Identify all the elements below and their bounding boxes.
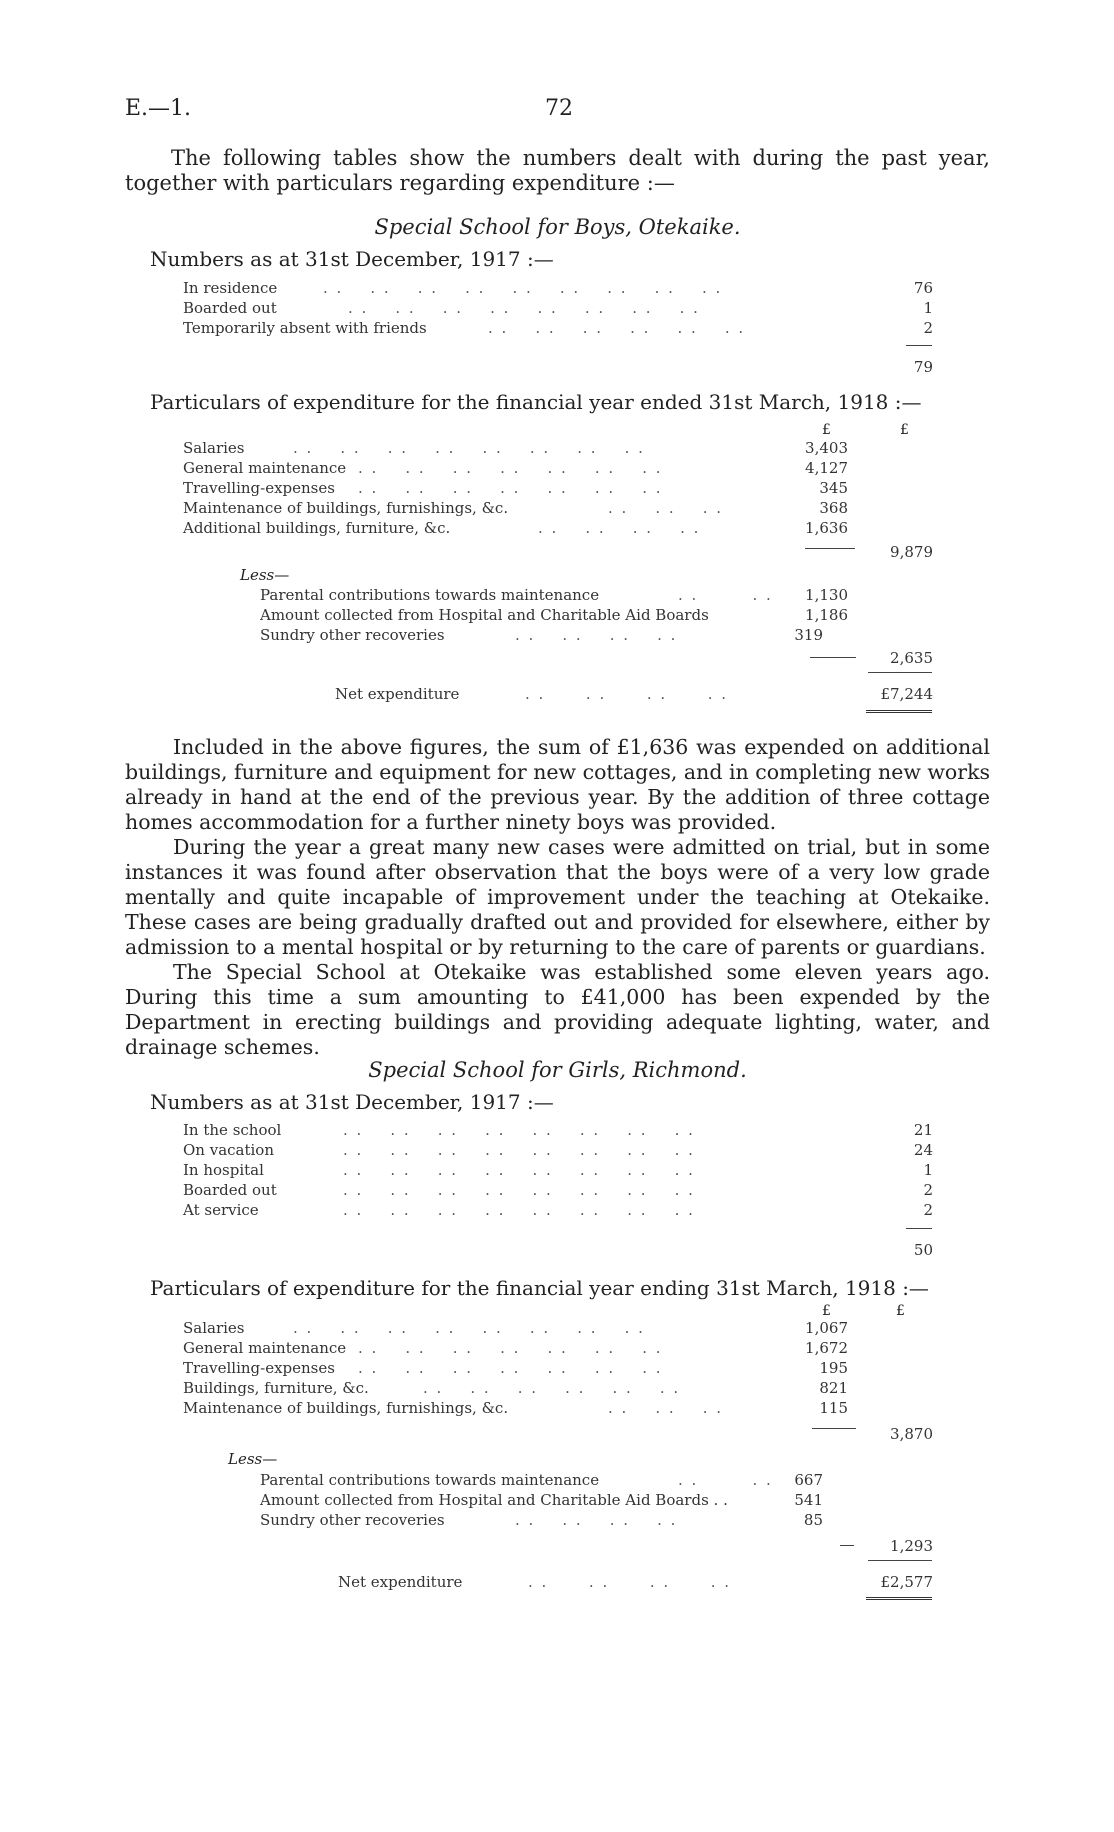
row-label: Maintenance of buildings, furnishings, &c.	[183, 1399, 509, 1417]
table-row	[183, 1140, 933, 1160]
intro-text	[125, 146, 990, 196]
table-row	[183, 318, 933, 338]
leader-dots: . . . . . . . . . . . . . .	[358, 1359, 663, 1377]
sum-rule	[868, 1560, 932, 1561]
leader-dots: . . . . . .	[608, 1399, 724, 1417]
girls-numbers-total-row	[183, 1240, 933, 1260]
leader-dots: . . . . . . . . . . . . . . . . . .	[323, 279, 723, 297]
boys-numbers-heading: Numbers as at 31st December, 1917 :—	[150, 247, 554, 271]
row-label: Travelling-expenses	[183, 1359, 335, 1377]
leader-dots: . . . . . . . . . . . . . . . .	[348, 299, 700, 317]
table-row	[335, 684, 933, 704]
boys-numbers-total-row	[183, 357, 933, 377]
row-label: At service	[183, 1201, 259, 1219]
leader-dots: . . . . . . . . . . . . . . . .	[293, 1319, 645, 1337]
row-value: 368	[819, 499, 848, 517]
leader-dots: . . . . . . . .	[515, 626, 678, 644]
girls-expenditure-table	[183, 1318, 933, 1418]
girls-recoveries-total: 1,293	[890, 1537, 933, 1555]
currency-column-1: £	[822, 422, 831, 438]
row-value: 85	[803, 1511, 823, 1529]
boys-net-value: £7,244	[880, 685, 933, 703]
table-row	[183, 1536, 933, 1556]
table-row	[183, 1180, 933, 1200]
paragraph: The Special School at Otekaike was established some eleven years ago. During this time a sum amounting to £41,000 has been expended by the Department in erecting buildings and providing adequate lighting, water, and drainage schemes.	[125, 960, 990, 1059]
girls-net-row	[338, 1572, 933, 1592]
table-row	[183, 1160, 933, 1180]
row-label: In the school	[183, 1121, 282, 1139]
row-value: 2	[923, 319, 933, 337]
table-row	[260, 605, 933, 625]
currency-column-2: £	[900, 422, 909, 438]
table-row	[183, 1424, 933, 1444]
table-row	[183, 478, 933, 498]
boys-recoveries-table	[260, 585, 933, 645]
row-label: Amount collected from Hospital and Charitable Aid Boards . .	[260, 1491, 728, 1509]
total-double-rule	[866, 1597, 932, 1600]
leader-dots: . . . . . . . .	[538, 519, 701, 537]
paragraph: During the year a great many new cases were admitted on trial, but in some instances it was found after observation that the boys were of a very low grade mentally and quite incapable of improvement under the teaching at Otekaike. These cases are being gradually drafted out and provided for elsewhere, either by admission to a mental hospital or by returning to the care of parents or guardians.	[125, 835, 990, 959]
sum-rule	[868, 672, 932, 673]
currency-column-1: £	[822, 1303, 831, 1319]
row-label: Parental contributions towards maintenance	[260, 586, 600, 604]
boys-numbers-table	[183, 278, 933, 338]
row-value: 1,067	[805, 1319, 848, 1337]
row-value: 1	[923, 1161, 933, 1179]
boys-net-row	[335, 684, 933, 704]
girls-numbers-heading: Numbers as at 31st December, 1917 :—	[150, 1090, 554, 1114]
table-row	[183, 298, 933, 318]
leader-dots: . . . . . . . . . . . . . .	[358, 479, 663, 497]
girls-recoveries-total-row	[183, 1536, 933, 1556]
girls-net-value: £2,577	[880, 1573, 933, 1591]
leader-dots: . . . . . . . . . . . . . . . .	[343, 1141, 695, 1159]
girls-expenses-total: 3,870	[890, 1425, 933, 1443]
table-row	[183, 1240, 933, 1260]
row-value: 1,636	[805, 519, 848, 537]
table-row	[183, 278, 933, 298]
table-row	[183, 438, 933, 458]
table-row	[260, 1510, 933, 1530]
boys-expenses-total-row	[183, 542, 933, 562]
leader-dots: . . . . . .	[608, 499, 724, 517]
row-label: Sundry other recoveries	[260, 626, 445, 644]
row-value: 1	[923, 299, 933, 317]
table-row	[260, 1470, 933, 1490]
table-row	[183, 357, 933, 377]
row-label: In hospital	[183, 1161, 264, 1179]
leader-dots: . . . . . . . .	[525, 685, 729, 703]
row-value: 3,403	[805, 439, 848, 457]
table-row	[183, 1378, 933, 1398]
row-value: 667	[794, 1471, 823, 1489]
row-label: Boarded out	[183, 299, 277, 317]
row-value: 1,130	[805, 586, 848, 604]
total-double-rule	[866, 710, 932, 713]
row-value: 115	[819, 1399, 848, 1417]
sum-rule	[906, 345, 932, 346]
table-row	[183, 458, 933, 478]
leader-dots: . . . . . . . .	[528, 1573, 732, 1591]
leader-dots: . . . . . . . . . . . . . . . .	[343, 1201, 695, 1219]
girls-school-title: Special School for Girls, Richmond.	[368, 1058, 747, 1082]
leader-dots: . . . . . . . . . . . . . . . .	[343, 1161, 695, 1179]
row-label: Amount collected from Hospital and Charitable Aid Boards	[260, 606, 709, 624]
leader-dots: . . . .	[678, 1471, 773, 1489]
table-row	[183, 1200, 933, 1220]
row-label: On vacation	[183, 1141, 275, 1159]
leader-dots: . . . . . . . . . . . . . .	[358, 459, 663, 477]
table-row	[183, 542, 933, 562]
row-label: Maintenance of buildings, furnishings, &c.	[183, 499, 509, 517]
girls-expenses-total-row	[183, 1424, 933, 1444]
leader-dots: . . . . . . . .	[515, 1511, 678, 1529]
leader-dots: . . . . . . . . . . . .	[423, 1379, 681, 1397]
row-value: 1,186	[805, 606, 848, 624]
row-label: Temporarily absent with friends	[183, 319, 427, 337]
row-label: General maintenance	[183, 459, 347, 477]
row-value: 541	[794, 1491, 823, 1509]
net-label: Net expenditure	[338, 1573, 463, 1591]
table-row	[183, 1318, 933, 1338]
table-row	[260, 1490, 933, 1510]
boys-expenses-total: 9,879	[890, 543, 933, 561]
leader-dots: . . . . . . . . . . . . . .	[358, 1339, 663, 1357]
boys-expenditure-heading: Particulars of expenditure for the financial year ended 31st March, 1918 :—	[150, 390, 922, 414]
table-row	[183, 1358, 933, 1378]
row-label: Sundry other recoveries	[260, 1511, 445, 1529]
intro-line-2: together with particulars regarding expenditure :—	[125, 171, 675, 195]
table-row	[183, 518, 933, 538]
row-value: 345	[819, 479, 848, 497]
table-row	[338, 1572, 933, 1592]
row-value: 319	[794, 626, 823, 644]
row-value: 821	[819, 1379, 848, 1397]
boys-expenditure-table	[183, 438, 933, 538]
table-row	[183, 1398, 933, 1418]
row-label: Additional buildings, furniture, &c.	[183, 519, 451, 537]
body-paragraphs	[125, 735, 990, 1060]
girls-recoveries-table	[260, 1470, 933, 1530]
boys-recoveries-total-row	[183, 648, 933, 668]
table-row	[183, 1120, 933, 1140]
table-row	[183, 1338, 933, 1358]
leader-dots: . . . . . . . . . . . .	[488, 319, 746, 337]
row-value: 1,672	[805, 1339, 848, 1357]
row-value: 195	[819, 1359, 848, 1377]
row-value: 24	[913, 1141, 933, 1159]
row-label: Travelling-expenses	[183, 479, 335, 497]
currency-column-2: £	[896, 1303, 905, 1319]
row-label: Boarded out	[183, 1181, 277, 1199]
girls-expenditure-heading: Particulars of expenditure for the financial year ending 31st March, 1918 :—	[150, 1276, 929, 1300]
table-row	[183, 648, 933, 668]
leader-dots: . . . .	[678, 586, 773, 604]
girls-numbers-total: 50	[913, 1241, 933, 1259]
boys-school-title: Special School for Boys, Otekaike.	[374, 215, 741, 239]
table-row	[260, 585, 933, 605]
row-value: 4,127	[805, 459, 848, 477]
sum-rule	[906, 1228, 932, 1229]
paragraph: Included in the above figures, the sum of £1,636 was expended on additional buildings, furniture and equipment for new cottages, and in completing new works already in hand at the end of the previous year. By the addition of three cottage homes accommodation for a further ninety boys was provided.	[125, 735, 991, 834]
net-label: Net expenditure	[335, 685, 460, 703]
page-number: 72	[545, 96, 573, 121]
row-label: Salaries	[183, 1319, 245, 1337]
girls-numbers-table	[183, 1120, 933, 1220]
row-label: General maintenance	[183, 1339, 347, 1357]
boys-recoveries-total: 2,635	[890, 649, 933, 667]
row-value: 76	[913, 279, 933, 297]
row-value: 2	[923, 1201, 933, 1219]
girls-less-label: Less—	[228, 1450, 278, 1468]
report-reference: E.—1.	[125, 96, 192, 121]
table-row	[183, 498, 933, 518]
row-label: Salaries	[183, 439, 245, 457]
table-row	[260, 625, 933, 645]
row-value: 2	[923, 1181, 933, 1199]
row-label: In residence	[183, 279, 278, 297]
row-value: 21	[913, 1121, 933, 1139]
intro-line-1: The following tables show the numbers dealt with during the past year,	[171, 146, 990, 170]
leader-dots: . . . . . . . . . . . . . . . .	[293, 439, 645, 457]
row-label: Parental contributions towards maintenance	[260, 1471, 600, 1489]
boys-less-label: Less—	[240, 566, 290, 584]
boys-numbers-total: 79	[913, 358, 933, 376]
row-label: Buildings, furniture, &c.	[183, 1379, 369, 1397]
leader-dots: . . . . . . . . . . . . . . . .	[343, 1181, 695, 1199]
leader-dots: . . . . . . . . . . . . . . . .	[343, 1121, 695, 1139]
